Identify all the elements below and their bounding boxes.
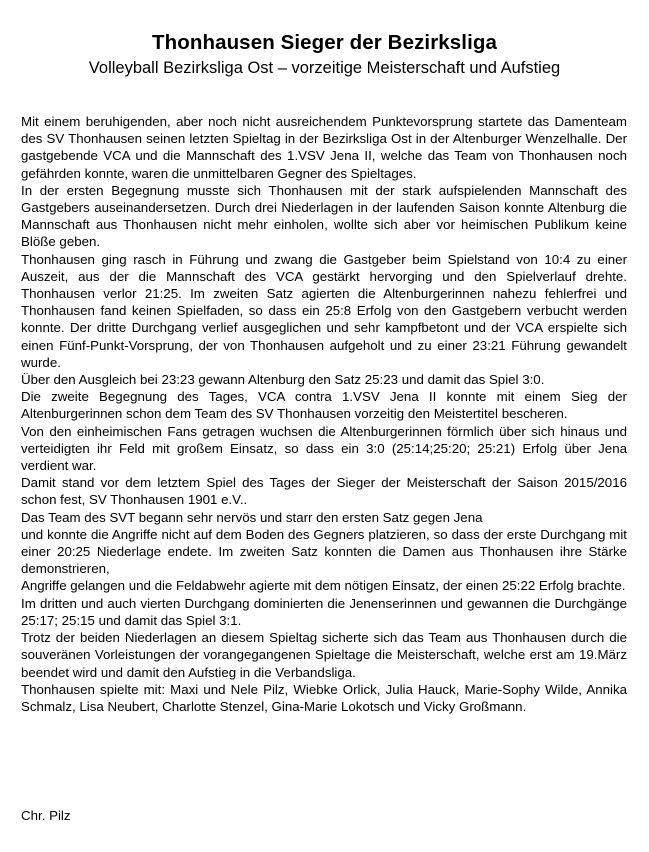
paragraph-third-match-second-set: Angriffe gelangen und die Feldabwehr agierte mit dem nötigen Einsatz, der einen 25:22 Erfolg brachte. <box>21 578 626 594</box>
article-subtitle: Volleyball Bezirksliga Ost – vorzeitige Meisterschaft und Aufstieg <box>88 59 561 77</box>
paragraph-third-match-result: Im dritten und auch vierten Durchgang dominierten die Jenenserinnen und gewannen die Durchgänge 25:17; 25:15 und damit das Spiel 3:1. <box>21 595 627 628</box>
paragraph-third-match-sets: und konnte die Angriffe nicht auf dem Boden des Gegners platzieren, so dass der erste Durchgang mit einer 20:25 Niederlage endete. Im zweiten Satz konnten die Damen aus Thonhausen ihre Stärke demonstrieren, <box>21 526 627 577</box>
paragraph-second-match: Die zweite Begegnung des Tages, VCA contra 1.VSV Jena II konnte mit einem Sieg der Altenburgerinnen schon dem Team des SV Thonhausen vorzeitig den Meistertitel bescheren. <box>21 389 627 422</box>
paragraph-champion: Damit stand vor dem letztem Spiel des Tages der Sieger der Meisterschaft der Saison 2015/2016 schon fest, SV Thonhausen 1901 e.V.. <box>21 475 627 508</box>
paragraph-conclusion: Trotz der beiden Niederlagen an diesem Spieltag sicherte sich das Team aus Thonhausen durch die souveränen Vorleistungen der vorangegangenen Spieltage die Meisterschaft, welche erst am 19.März beendet wird und damit den Aufstieg in die Verbandsliga. <box>21 630 627 680</box>
paragraph-third-match-start: Das Team des SVT begann sehr nervös und starr den ersten Satz gegen Jena <box>21 509 483 525</box>
author-signature: Chr. Pilz <box>21 808 71 823</box>
article-title: Thonhausen Sieger der Bezirksliga <box>151 31 498 54</box>
paragraph-first-match-sets: Thonhausen ging rasch in Führung und zwang die Gastgeber beim Spielstand von 10:4 zu einer Auszeit, aus der die Mannschaft des VCA gestärkt hervorging und den Spielverlauf drehte. Thonhausen verlor 21:25. Im zweiten Satz agierten die Altenburgerinnen nahezu fehlerfrei und Thonhausen fand keinen Spielfaden, so dass ein 25:8 Erfolg von den Gastgebern verbucht werden konnte. Der dritte Durchgang verlief ausgeglichen und sehr kampfbetont und der VCA erspielte sich einen Fünf-Punkt-Vorsprung, der von Thonhausen aufgeholt und zu einer 23:21 Führung gewandelt wurde. <box>21 251 627 370</box>
paragraph-first-match-result: Über den Ausgleich bei 23:23 gewann Altenburg den Satz 25:23 und damit das Spiel 3:0. <box>21 372 545 388</box>
article-body <box>21 113 627 715</box>
paragraph-intro: Mit einem beruhigenden, aber noch nicht ausreichendem Punktevorsprung startete das Damenteam des SV Thonhausen seinen letzten Spieltag in der Bezirksliga Ost in der Altenburger Wenzelhalle. Der gastgebende VCA und die Mannschaft des 1.VSV Jena II, welche das Team von Thonhausen noch gefährden konnte, waren die unmittelbaren Gegner des Spieltages. <box>21 114 627 181</box>
paragraph-second-match-result: Von den einheimischen Fans getragen wuchsen die Altenburgerinnen förmlich über sich hinaus und verteidigten ihr Feld mit großem Einsatz, so dass ein 3:0 (25:14;25:20; 25:21) Erfolg über Jena verdient war. <box>21 423 627 474</box>
paragraph-roster: Thonhausen spielte mit: Maxi und Nele Pilz, Wiebke Orlick, Julia Hauck, Marie-Sophy Wilde, Annika Schmalz, Lisa Neubert, Charlotte Stenzel, Gina-Marie Lokotsch und Vicky Großmann. <box>21 681 627 714</box>
paragraph-first-match: In der ersten Begegnung musste sich Thonhausen mit der stark aufspielenden Mannschaft des Gastgebers auseinandersetzen. Durch drei Niederlagen in der laufenden Saison konnte Altenburg die Mannschaft aus Thonhausen nicht mehr einholen, wollte sich aber vor heimischen Publikum keine Blöße geben. <box>21 182 627 250</box>
